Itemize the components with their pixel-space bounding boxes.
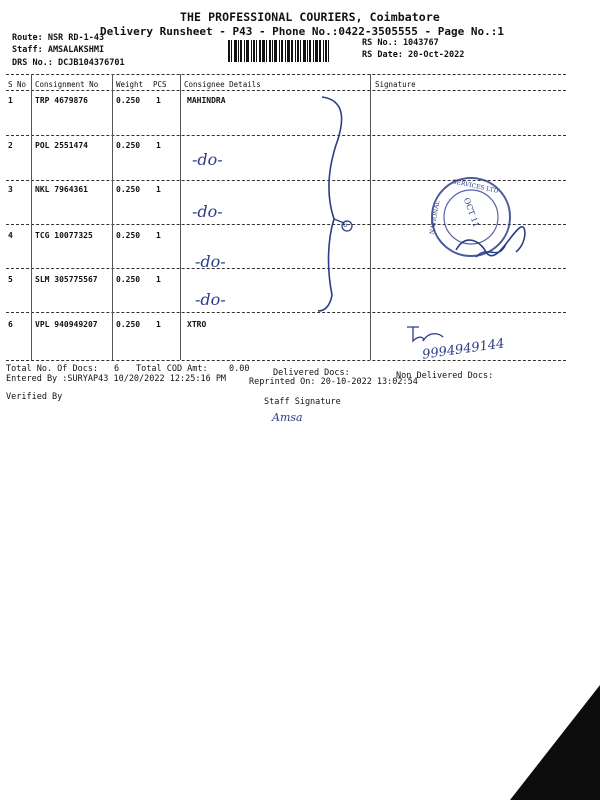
table-bottom-rule bbox=[6, 360, 566, 361]
row-consignee: XTRO bbox=[187, 320, 207, 329]
scan-shadow-corner bbox=[510, 685, 600, 800]
row-weight: 0.250 bbox=[116, 320, 141, 329]
col-header-consignee: Consignee Details bbox=[184, 80, 261, 89]
row-weight: 0.250 bbox=[116, 96, 141, 105]
row-sno: 3 bbox=[8, 185, 13, 194]
total-docs-value: 6 bbox=[114, 364, 120, 374]
row-sno: 4 bbox=[8, 231, 13, 240]
rs-number: RS No.: 1043767 bbox=[362, 38, 439, 48]
col-divider-4 bbox=[370, 74, 371, 360]
handwritten-ditto: -do- bbox=[195, 252, 226, 271]
rs-date: RS Date: 20-Oct-2022 bbox=[362, 50, 465, 60]
row-pcs: 1 bbox=[156, 231, 161, 240]
reprinted-on: Reprinted On: 20-10-2022 13:02:54 bbox=[249, 377, 418, 387]
row-pcs: 1 bbox=[156, 275, 161, 284]
col-header-weight: Weight bbox=[116, 80, 144, 89]
handwritten-phone: 9994949144 bbox=[421, 336, 506, 363]
row-rule-5 bbox=[6, 312, 566, 313]
total-docs-label: Total No. Of Docs: bbox=[6, 364, 99, 374]
col-header-pcs: PCS bbox=[153, 80, 167, 89]
verified-by: Verified By bbox=[6, 392, 63, 402]
cod-label: Total COD Amt: bbox=[136, 364, 208, 374]
row-consignment: VPL 940949207 bbox=[35, 320, 98, 329]
col-header-signature: Signature bbox=[375, 80, 416, 89]
col-header-consignment: Consignment No bbox=[35, 80, 99, 89]
col-divider-3 bbox=[180, 74, 181, 360]
drs-number: DRS No.: DCJB104376701 bbox=[12, 58, 125, 68]
cod-value: 0.00 bbox=[229, 364, 250, 374]
stamp-text-side: NATIONAL bbox=[428, 200, 442, 235]
col-divider-1 bbox=[31, 74, 32, 360]
row-consignment: TRP 4679876 bbox=[35, 96, 88, 105]
non-delivered-docs-label: Non Delivered Docs: bbox=[396, 371, 494, 381]
handwritten-ditto: -do- bbox=[192, 202, 223, 221]
row-pcs: 1 bbox=[156, 141, 161, 150]
handwritten-brace-number: 6 bbox=[343, 221, 348, 229]
staff-label: Staff: AMSALAKSHMI bbox=[12, 45, 105, 55]
row-sno: 1 bbox=[8, 96, 13, 105]
staff-signature-label: Staff Signature bbox=[264, 397, 341, 407]
row-consignment: TCG 10077325 bbox=[35, 231, 93, 240]
col-divider-2 bbox=[112, 74, 113, 360]
table-top-rule bbox=[6, 74, 566, 75]
row-weight: 0.250 bbox=[116, 185, 141, 194]
row-consignment: SLM 305775567 bbox=[35, 275, 98, 284]
barcode bbox=[228, 40, 355, 62]
row-consignment: POL 2551474 bbox=[35, 141, 88, 150]
row-weight: 0.250 bbox=[116, 231, 141, 240]
row-consignment: NKL 7964361 bbox=[35, 185, 88, 194]
row-sno: 6 bbox=[8, 320, 13, 329]
row-pcs: 1 bbox=[156, 185, 161, 194]
handwritten-ditto: -do- bbox=[192, 150, 223, 169]
row-weight: 0.250 bbox=[116, 275, 141, 284]
table-header-rule bbox=[6, 90, 566, 91]
stamp-text-top: SERVICES LTD bbox=[451, 178, 500, 195]
row-consignee: MAHINDRA bbox=[187, 96, 226, 105]
row-pcs: 1 bbox=[156, 96, 161, 105]
company-title: THE PROFESSIONAL COURIERS, Coimbatore bbox=[180, 10, 440, 24]
handwritten-ditto: -do- bbox=[195, 290, 226, 309]
entered-by: Entered By :SURYAP43 10/20/2022 12:25:16 PM bbox=[6, 374, 227, 384]
staff-signature: Amsa bbox=[272, 411, 303, 424]
delivered-docs-label: Delivered Docs: bbox=[273, 368, 350, 378]
row-rule-1 bbox=[6, 135, 566, 136]
row-sno: 5 bbox=[8, 275, 13, 284]
row-pcs: 1 bbox=[156, 320, 161, 329]
row-weight: 0.250 bbox=[116, 141, 141, 150]
stamp-date: OCT 11 bbox=[461, 196, 481, 229]
route-label: Route: NSR RD-1-43 bbox=[12, 33, 105, 43]
row-sno: 2 bbox=[8, 141, 13, 150]
sheet-title: Delivery Runsheet - P43 - Phone No.:0422-3505555 - Page No.:1 bbox=[100, 25, 504, 38]
col-header-sno: S No bbox=[8, 80, 27, 89]
handwritten-mark bbox=[405, 323, 445, 345]
handwritten-brace bbox=[300, 95, 360, 315]
